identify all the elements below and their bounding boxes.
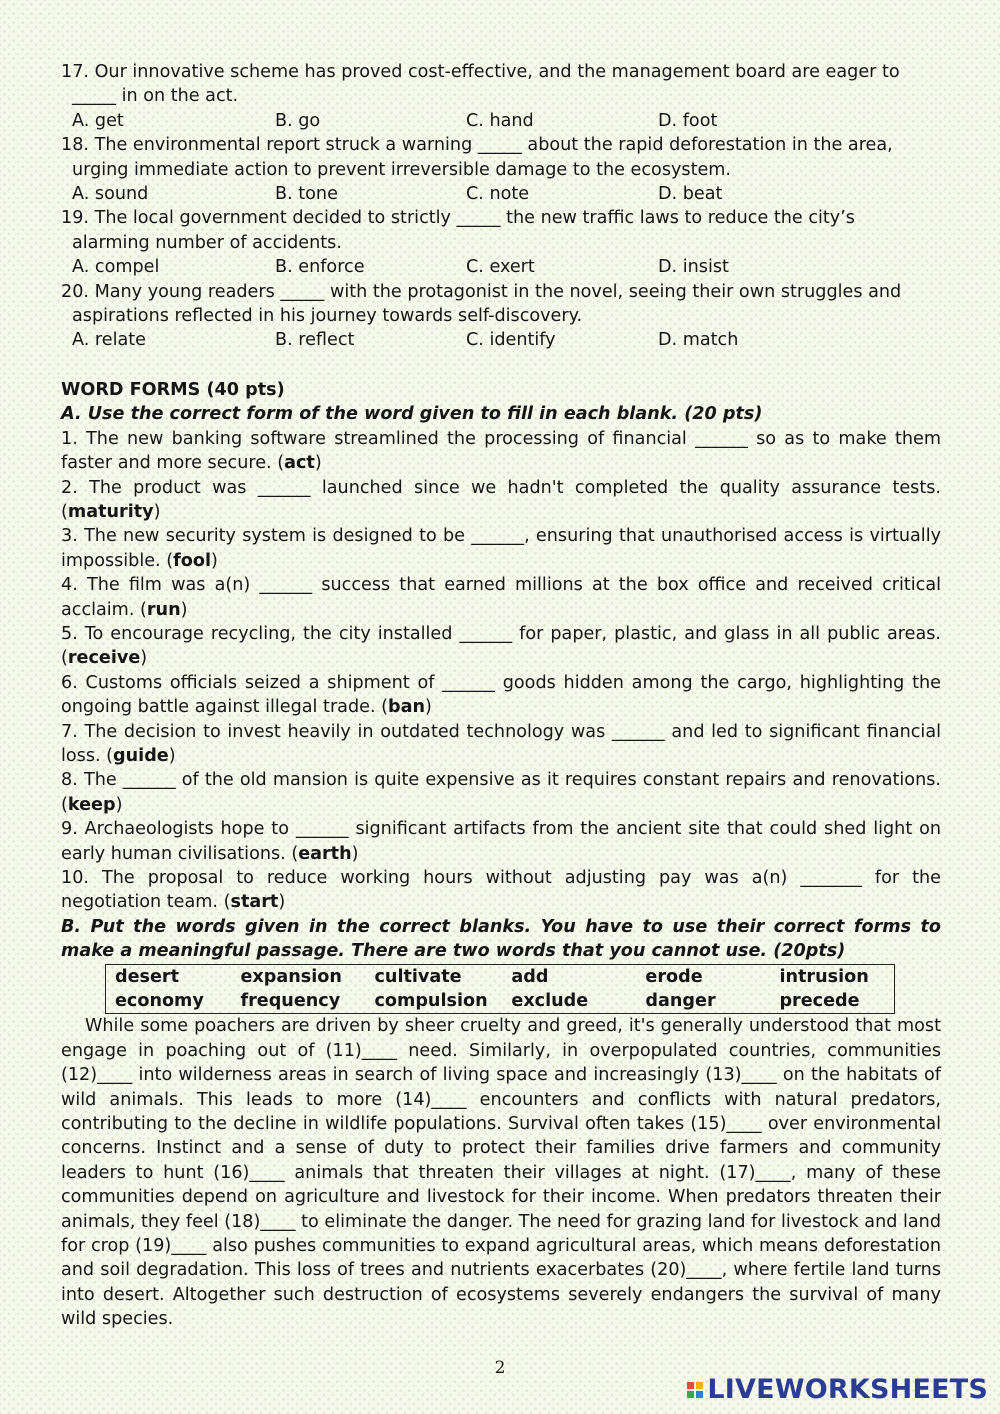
word-box-cell: add: [511, 966, 549, 987]
option-b[interactable]: B. go: [275, 110, 321, 131]
answer-options: [61, 182, 941, 206]
question-text: 19. The local government decided to strictly _____ the new traffic laws to reduce the city’s: [61, 208, 855, 229]
option-b[interactable]: B. reflect: [275, 330, 355, 351]
root-word: earth: [298, 843, 352, 864]
word-box-cell: precede: [779, 991, 860, 1012]
option-d[interactable]: D. insist: [658, 257, 729, 278]
root-word: fool: [173, 550, 211, 571]
root-word: guide: [113, 745, 169, 766]
word-form-item: 1. The new banking software streamlined the processing of financial ______ so as to make them faster and more secure. (act): [61, 428, 941, 474]
logo-grid-icon: [687, 1382, 703, 1398]
liveworksheets-logo[interactable]: [687, 1374, 988, 1405]
word-form-item: 7. The decision to invest heavily in outdated technology was ______ and led to significant financial loss. (guide): [61, 721, 941, 766]
logo-square-icon: [696, 1391, 703, 1398]
question-20: [61, 280, 941, 353]
question-text-cont: aspirations reflected in his journey towards self-discovery.: [72, 306, 583, 327]
option-c[interactable]: C. hand: [466, 110, 534, 131]
logo-square-icon: [687, 1382, 694, 1389]
root-word: keep: [67, 794, 116, 815]
answer-options: [61, 109, 941, 133]
word-box-cell: expansion: [240, 966, 342, 987]
question-text: 18. The environmental report struck a warning _____ about the rapid deforestation in the area,: [61, 135, 893, 156]
word-box-cell: erode: [645, 966, 703, 987]
option-d[interactable]: D. match: [658, 330, 739, 351]
root-word: ban: [388, 697, 425, 718]
word-box-cell: compulsion: [374, 991, 488, 1012]
root-word: start: [230, 892, 279, 913]
option-a[interactable]: A. sound: [72, 184, 149, 205]
word-box-cell: exclude: [511, 991, 589, 1012]
option-b[interactable]: B. enforce: [275, 257, 365, 278]
page-number: 2: [494, 1358, 506, 1378]
word-box: [105, 964, 895, 1015]
option-c[interactable]: C. note: [466, 184, 530, 205]
word-box-row: [106, 965, 894, 989]
word-form-item: 8. The ______ of the old mansion is quite expensive as it requires constant repairs and renovations. (keep): [61, 770, 941, 815]
word-box-cell: economy: [115, 991, 204, 1012]
option-b[interactable]: B. tone: [275, 184, 338, 205]
logo-square-icon: [687, 1391, 694, 1398]
answer-options: [61, 328, 941, 352]
question-text-cont: _____ in on the act.: [72, 86, 239, 107]
question-19: [61, 206, 941, 279]
root-word: maturity: [67, 501, 154, 522]
reading-passage: While some poachers are driven by sheer cruelty and greed, it's generally understood that most engage in poaching out of (11)____ need. Similarly, in overpopulated countries, communities (12)____ into wilderness areas in search of living space and increasingly (13)____ on the habitats of wild animals. This leads to more (14)____ encounters and conflicts with natural predators, contributing to the decline in wildlife populations. Survival often takes (15)____ over environmental concerns. Instinct and a sense of duty to protect their families drive farmers and community leaders to hunt (16)____ animals that threaten their villages at night. (17)____, many of these communities depend on agriculture and livestock for their income. When predators threaten their animals, they feel (18)____ to eliminate the danger. The need for grazing land for livestock and land for crop (19)____ also pushes communities to expand agricultural areas, which means deforestation and soil degradation. This loss of trees and nutrients exacerbates (20)____, where fertile land turns into desert. Altogether such destruction of ecosystems severely endangers the survival of many wild species.: [61, 1016, 941, 1330]
multiple-choice-section: [61, 60, 941, 353]
root-word: receive: [67, 648, 141, 669]
part-a-instruction: A. Use the correct form of the word given to fill in each blank. (20 pts): [61, 404, 763, 425]
question-text: 17. Our innovative scheme has proved cost-effective, and the management board are eager to: [61, 62, 900, 82]
question-17: [61, 60, 941, 133]
option-c[interactable]: C. identify: [466, 330, 556, 351]
logo-square-icon: [696, 1382, 703, 1389]
word-form-item: 3. The new security system is designed to be ______, ensuring that unauthorised access is virtually impossible. (fool): [61, 526, 941, 571]
question-text-cont: alarming number of accidents.: [72, 232, 342, 253]
part-b-instruction: B. Put the words given in the correct blanks. You have to use their correct forms to make a meaningful passage. There are two words that you cannot use. (20pts): [61, 916, 941, 962]
word-box-cell: danger: [645, 991, 716, 1012]
option-d[interactable]: D. foot: [658, 110, 718, 131]
word-box-cell: desert: [115, 966, 180, 987]
worksheet-page: [61, 60, 941, 1332]
word-box-cell: intrusion: [779, 966, 869, 987]
option-a[interactable]: A. relate: [72, 330, 146, 351]
question-text-cont: urging immediate action to prevent irreversible damage to the ecosystem.: [72, 159, 732, 180]
word-box-cell: frequency: [240, 991, 341, 1012]
word-form-item: 9. Archaeologists hope to ______ significant artifacts from the ancient site that could shed light on early human civilisations. (earth): [61, 819, 941, 864]
option-a[interactable]: A. get: [72, 110, 124, 131]
word-form-item: 5. To encourage recycling, the city installed ______ for paper, plastic, and glass in all public areas. (receive): [61, 623, 941, 669]
root-word: run: [146, 599, 181, 620]
option-a[interactable]: A. compel: [72, 257, 160, 278]
question-text: 20. Many young readers _____ with the protagonist in the novel, seeing their own struggles and: [61, 281, 902, 302]
question-18: [61, 133, 941, 206]
brand-name: LIVEWORKSHEETS: [707, 1374, 988, 1405]
word-form-item: 10. The proposal to reduce working hours without adjusting pay was a(n) _______ for the negotiation team. (start): [61, 868, 941, 913]
option-d[interactable]: D. beat: [658, 184, 723, 205]
root-word: act: [284, 453, 315, 474]
word-box-cell: cultivate: [374, 966, 462, 987]
section-heading: WORD FORMS (40 pts): [61, 379, 285, 400]
word-form-item: 6. Customs officials seized a shipment of ______ goods hidden among the cargo, highlighting the ongoing battle against illegal trade. (ban): [61, 672, 941, 718]
option-c[interactable]: C. exert: [466, 257, 535, 278]
word-box-row: [106, 989, 894, 1013]
word-form-item: 2. The product was ______ launched since we hadn't completed the quality assurance tests. (maturity): [61, 477, 941, 522]
word-form-list: [61, 427, 941, 915]
word-form-item: 4. The film was a(n) ______ success that earned millions at the box office and received critical acclaim. (run): [61, 575, 941, 620]
answer-options: [61, 255, 941, 279]
